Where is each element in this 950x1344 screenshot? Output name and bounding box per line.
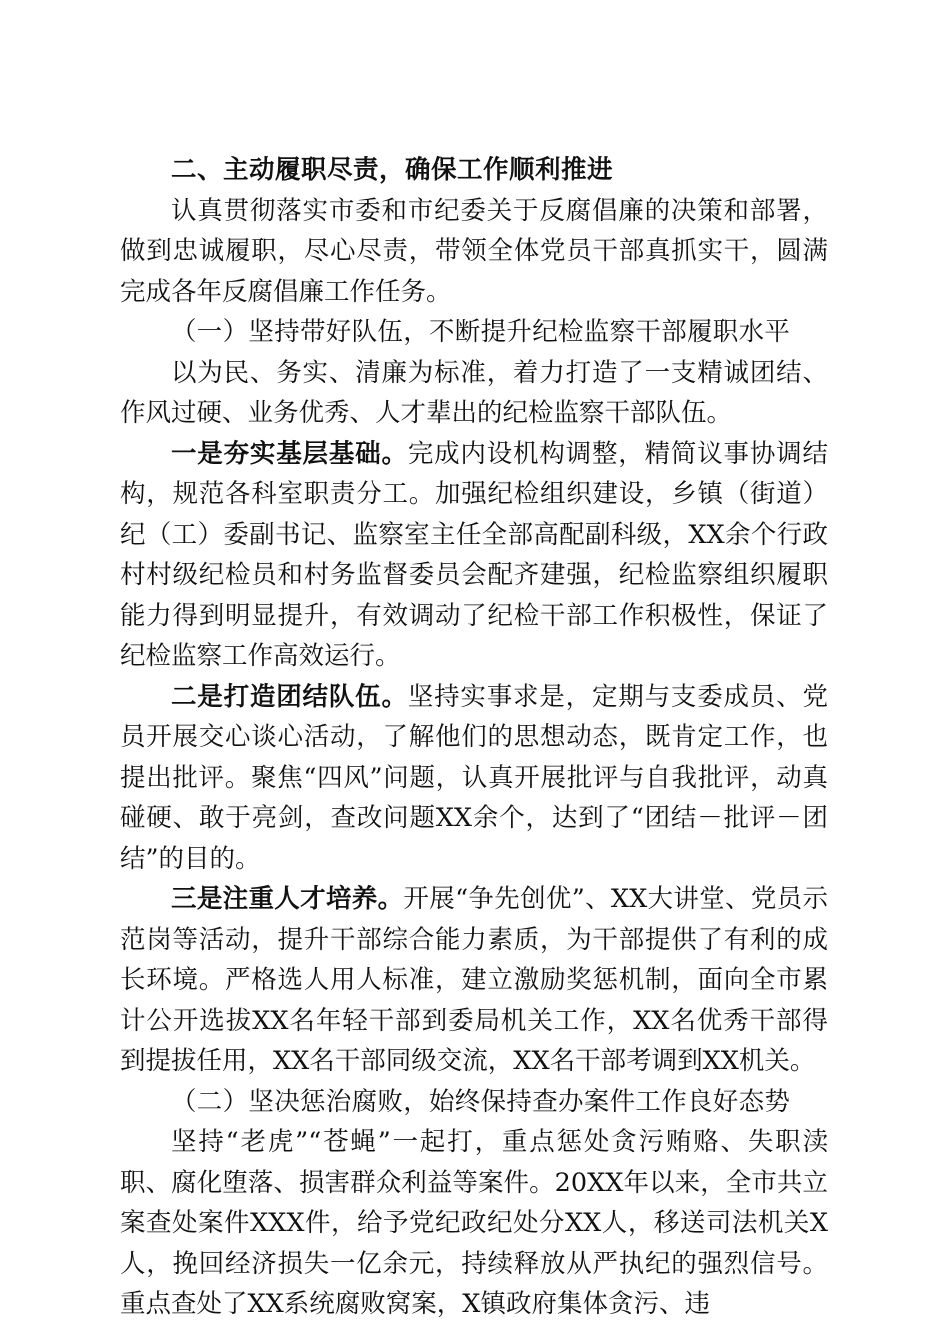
section-heading: 二、主动履职尽责，确保工作顺利推进 bbox=[171, 155, 614, 185]
point-text-2: 坚持实事求是，定期与支委成员、党员开展交心谈心活动，了解他们的思想动态，既肯定工作，也提出批评。聚焦“四风”问题，认真开展批评与自我批评，动真碰硬、敢于亮剑，查改问题XX余个，达到了“团结－批评－团结”的目的。 bbox=[120, 681, 828, 874]
point-lead-3: 三是注重人才培养。 bbox=[171, 884, 404, 914]
subsection-text-2: 坚持“老虎”“苍蝇”一起打，重点惩处贪污贿赂、失职渎职、腐化堕落、损害群众利益等案件。20XX年以来，全市共立案查处案件XXX件，给予党纪政纪处分XX人，移送司法机关X人，挽回经济损失一亿余元，持续释放从严执纪的强烈信号。重点查处了XX系统腐败窝案，X镇政府集体贪污、违 bbox=[120, 1127, 828, 1319]
subsection-intro-1: 以为民、务实、清廉为标准，着力打造了一支精诚团结、作风过硬、业务优秀、人才辈出的纪检监察干部队伍。 bbox=[120, 357, 828, 428]
point-text-1: 完成内设机构调整，精简议事协调结构，规范各科室职责分工。加强纪检组织建设，乡镇（街道）纪（工）委副书记、监察室主任全部高配副科级，XX余个行政村村级纪检员和村务监督委员会配齐建强，纪检监察组织履职能力得到明显提升，有效调动了纪检干部工作积极性，保证了纪检监察工作高效运行。 bbox=[120, 438, 828, 671]
subsection-title-1: （一）坚持带好队伍，不断提升纪检监察干部履职水平 bbox=[171, 317, 791, 347]
point-paragraph-2 bbox=[120, 677, 828, 880]
point-paragraph-3 bbox=[120, 879, 828, 1082]
point-lead-1: 一是夯实基层基础。 bbox=[171, 438, 408, 469]
document-body bbox=[120, 150, 828, 1325]
point-lead-2: 二是打造团结队伍。 bbox=[171, 681, 408, 712]
subsection-title-2: （二）坚决惩治腐败，始终保持查办案件工作良好态势 bbox=[171, 1086, 791, 1117]
point-paragraph-1 bbox=[120, 434, 828, 677]
intro-paragraph: 认真贯彻落实市委和市纪委关于反腐倡廉的决策和部署，做到忠诚履职，尽心尽责，带领全体党员干部真抓实干，圆满完成各年反腐倡廉工作任务。 bbox=[120, 195, 828, 307]
point-text-3: 开展“争先创优”、XX大讲堂、党员示范岗等活动，提升干部综合能力素质，为干部提供了有利的成长环境。严格选人用人标准，建立激励奖惩机制，面向全市累计公开选拔XX名年轻干部到委局机关工作，XX名优秀干部得到提拔任用，XX名干部同级交流，XX名干部考调到XX机关。 bbox=[120, 884, 828, 1076]
